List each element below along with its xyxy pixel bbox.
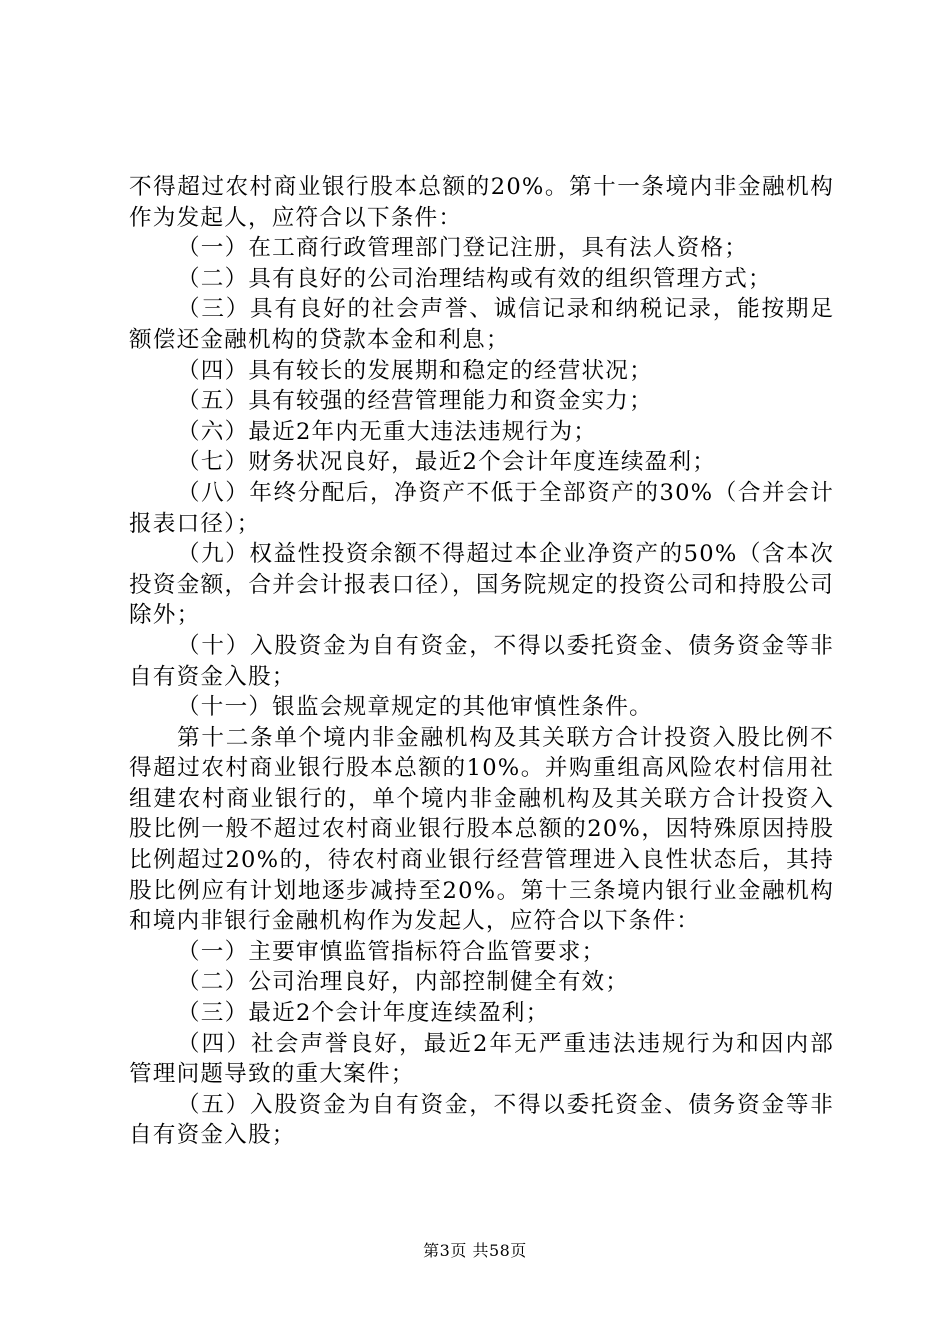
paragraph: （八）年终分配后，净资产不低于全部资产的30%（合并会计报表口径）； [129, 479, 834, 537]
document-body [129, 172, 834, 1151]
paragraph: （五）具有较强的经营管理能力和资金实力； [177, 388, 653, 415]
paragraph: （一）在工商行政管理部门登记注册，具有法人资格； [177, 235, 749, 262]
paragraph: （一）主要审慎监管指标符合监管要求； [177, 938, 606, 965]
paragraph: （十）入股资金为自有资金，不得以委托资金、债务资金等非自有资金入股； [129, 632, 834, 690]
paragraph: 不得超过农村商业银行股本总额的20%。第十一条境内非金融机构作为发起人，应符合以下条件： [129, 174, 834, 231]
page-number-footer: 第3页 共58页 [423, 1241, 527, 1260]
paragraph: （四）具有较长的发展期和稳定的经营状况； [177, 357, 653, 384]
paragraph: （二）具有良好的公司治理结构或有效的组织管理方式； [177, 265, 772, 292]
paragraph: （四）社会声誉良好，最近2年无严重违法违规行为和因内部管理问题导致的重大案件； [129, 1030, 834, 1088]
paragraph: （三）具有良好的社会声誉、诚信记录和纳税记录，能按期足额偿还金融机构的贷款本金和利息； [129, 296, 834, 353]
paragraph: 第十二条单个境内非金融机构及其关联方合计投资入股比例不得超过农村商业银行股本总额的10%。并购重组高风险农村信用社组建农村商业银行的，单个境内非金融机构及其关联方合计投资入股比例一般不超过农村商业银行股本总额的20%，因特殊原因持股比例超过20%的，待农村商业银行经营管理进入良性状态后，其持股比例应有计划地逐步减持至20%。第十三条境内银行业金融机构和境内非银行金融机构作为发起人，应符合以下条件： [129, 724, 834, 935]
paragraph: （九）权益性投资余额不得超过本企业净资产的50%（含本次投资金额，合并会计报表口径），国务院规定的投资公司和持股公司除外； [129, 541, 834, 629]
paragraph: （五）入股资金为自有资金，不得以委托资金、债务资金等非自有资金入股； [129, 1091, 834, 1149]
paragraph: （二）公司治理良好，内部控制健全有效； [177, 969, 630, 996]
paragraph: （十一）银监会规章规定的其他审慎性条件。 [177, 694, 653, 721]
paragraph: （六）最近2年内无重大违法违规行为； [177, 418, 598, 445]
paragraph: （七）财务状况良好，最近2个会计年度连续盈利； [177, 449, 717, 476]
paragraph: （三）最近2个会计年度连续盈利； [177, 1000, 550, 1027]
